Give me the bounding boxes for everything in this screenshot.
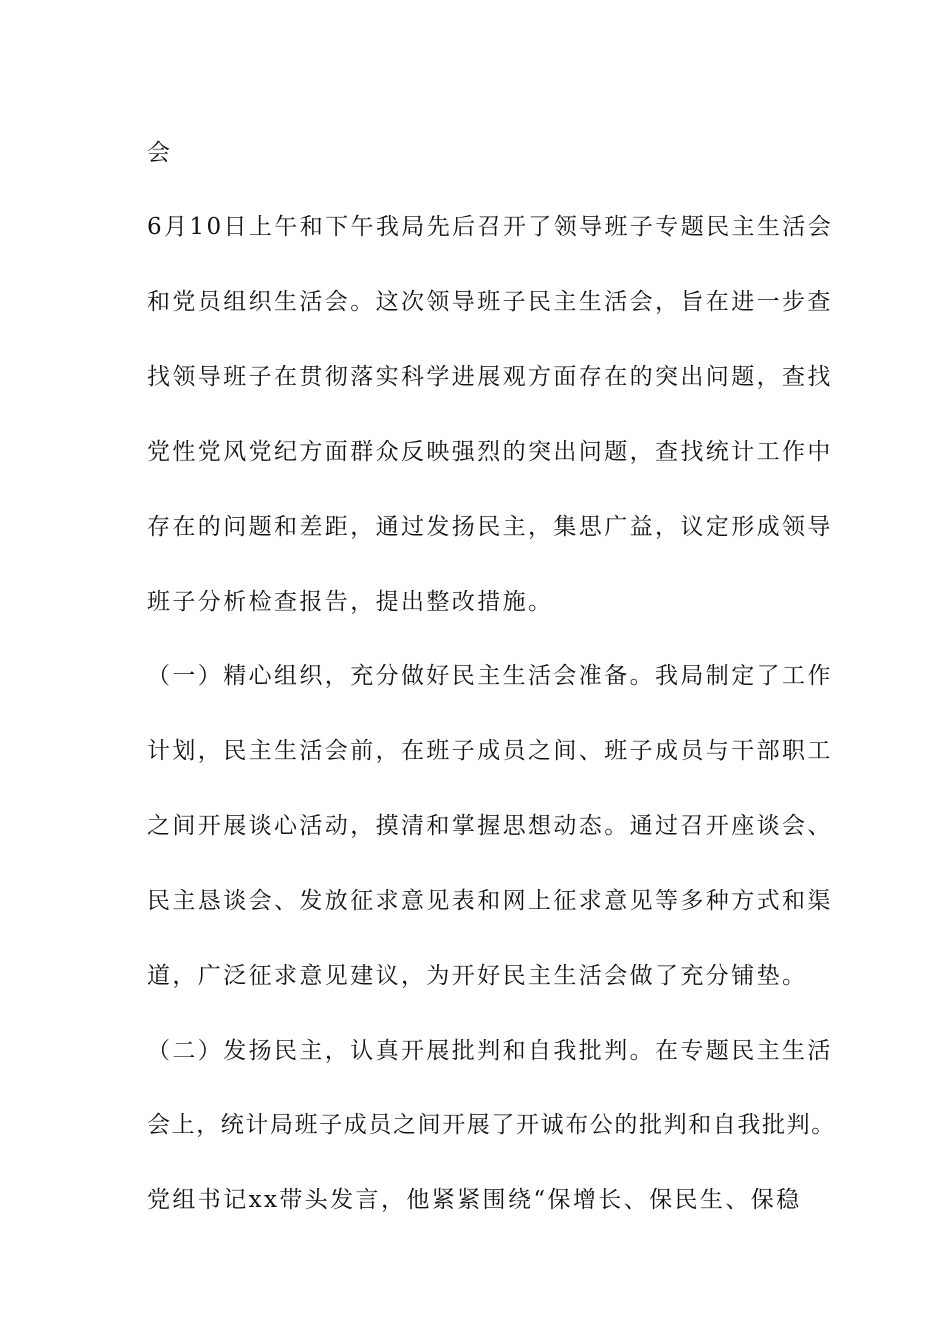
text-line-11: 民主恳谈会、发放征求意见表和网上征求意见等多种方式和渠 [147, 888, 833, 914]
text-line-10: 之间开展谈心活动，摸清和掌握思想动态。通过召开座谈会、 [147, 813, 833, 839]
text-line-14: 会上，统计局班子成员之间开展了开诚布公的批判和自我批判。 [147, 1112, 836, 1138]
text-line-7: 班子分析检查报告，提出整改措施。 [147, 589, 554, 615]
text-line-9: 计划，民主生活会前，在班子成员之间、班子成员与干部职工 [147, 738, 833, 764]
text-line-2: 6月10日上午和下午我局先后召开了领导班子专题民主生活会 [147, 214, 834, 240]
text-line-12: 道，广泛征求意见建议，为开好民主生活会做了充分铺垫。 [147, 963, 808, 989]
text-line-3: 和党员组织生活会。这次领导班子民主生活会，旨在进一步查 [147, 289, 833, 315]
text-line-5: 党性党风党纪方面群众反映强烈的突出问题，查找统计工作中 [147, 439, 833, 465]
text-line-6: 存在的问题和差距，通过发扬民主，集思广益，议定形成领导 [147, 514, 833, 540]
text-line-8: （一）精心组织，充分做好民主生活会准备。我局制定了工作 [147, 663, 833, 689]
text-line-4: 找领导班子在贯彻落实科学进展观方面存在的突出问题，查找 [147, 364, 833, 390]
text-line-13: （二）发扬民主，认真开展批判和自我批判。在专题民主生活 [147, 1038, 833, 1064]
text-line-1: 会 [147, 140, 173, 166]
text-line-15: 党组书记xx带头发言，他紧紧围绕“保增长、保民生、保稳 [147, 1187, 802, 1213]
